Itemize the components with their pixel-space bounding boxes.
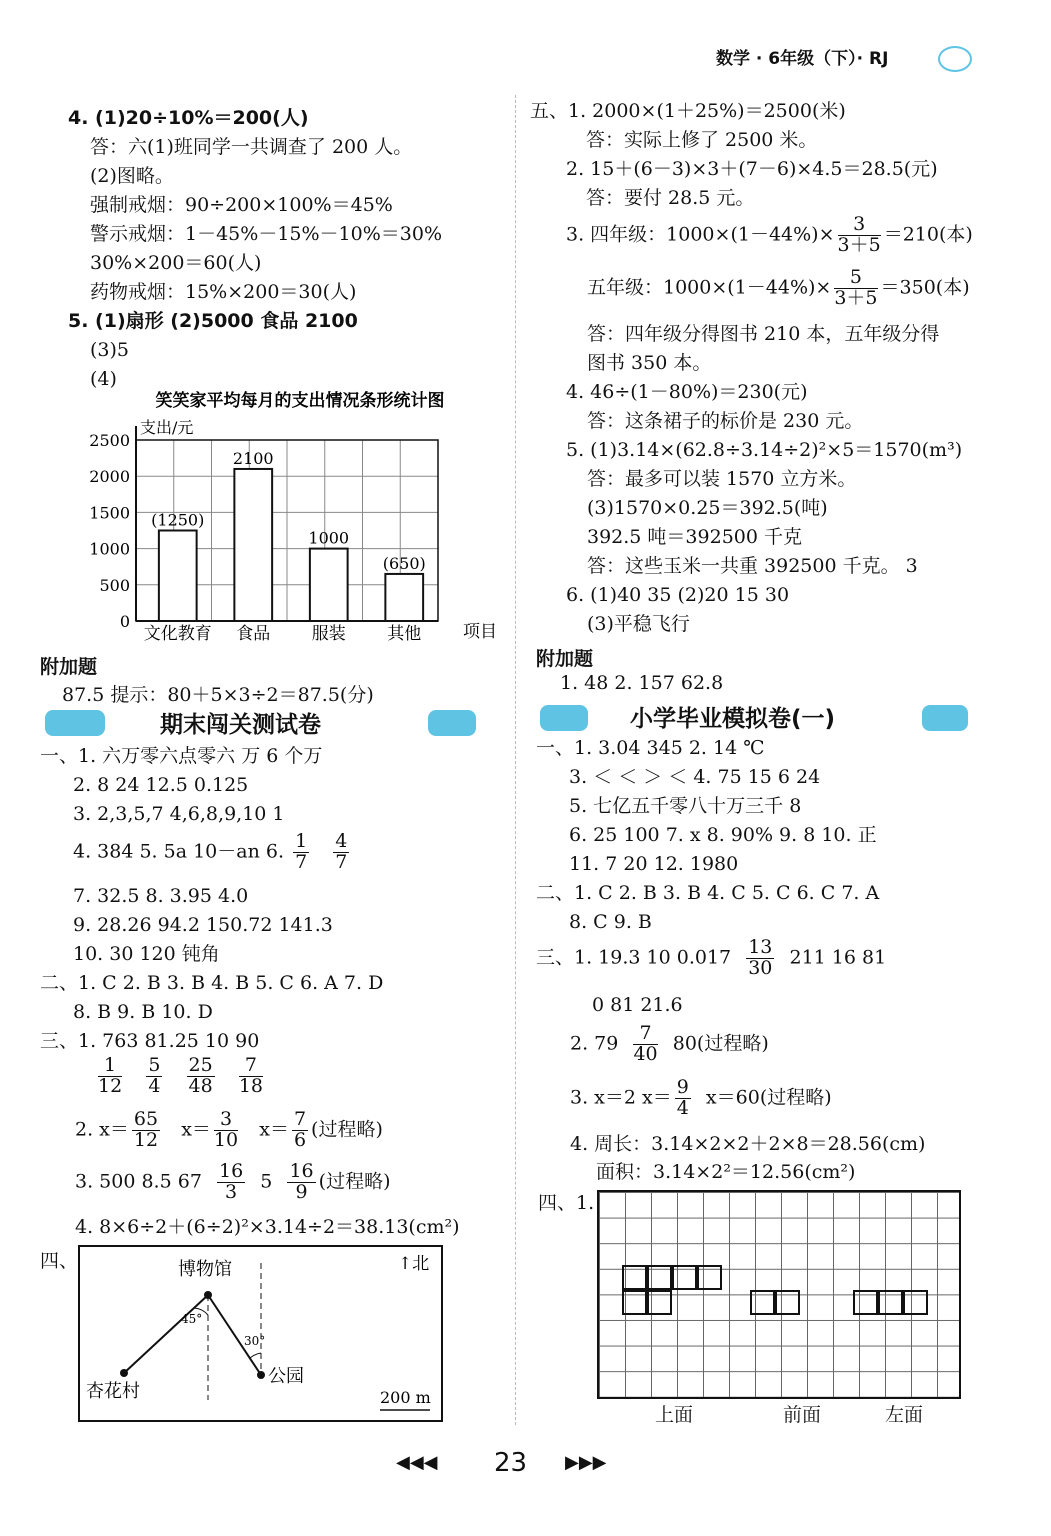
- chart-category-label: 文化教育: [143, 624, 212, 644]
- mock-part1: [536, 734, 879, 937]
- r-rest-3: 4. 46÷(1－80%)＝230(元): [566, 381, 808, 403]
- frac-7-18: $\frac{7}{18}$: [238, 1054, 264, 1097]
- s3-line-4: 4. 8×6÷2＋(6÷2)²×3.14÷2＝38.13(cm²): [75, 1216, 460, 1238]
- s1-line-2: 2. 8 24 12.5 0.125: [73, 774, 249, 796]
- section-title-final-exam: 期末闯关测试卷: [160, 712, 321, 738]
- m1-line-2: 3. ＜ ＜ ＞ ＜ 4. 75 15 6 24: [569, 766, 821, 788]
- prev-arrows-icon: ◀◀◀: [396, 1452, 438, 1473]
- chart-value-label: (650): [382, 553, 426, 573]
- chart-category-label: 服装: [311, 624, 346, 644]
- left-view-cell: [903, 1290, 928, 1315]
- chart-bar: [159, 531, 197, 622]
- chart-ytick-label: 2500: [89, 431, 130, 450]
- m1-line-4: 6. 25 100 7. x 8. 90% 9. 8 10. 正: [569, 824, 877, 846]
- map-angle-30: 30°: [244, 1334, 266, 1348]
- frac-5-4: $\frac{5}{4}$: [148, 1054, 161, 1097]
- r-rest-7: (3)1570×0.25＝392.5(吨): [587, 497, 828, 519]
- q4-line-3: (2)图略。: [90, 165, 174, 187]
- q5-line-3: (4): [90, 368, 117, 390]
- m1-line-1: 一、1. 3.04 345 2. 14 ℃: [536, 737, 765, 759]
- q5-line-1: 5. (1)扇形 (2)5000 食品 2100: [68, 310, 358, 332]
- m3-line-5: 4. 周长：3.14×2×2＋2×8＝28.56(cm): [570, 1133, 926, 1155]
- column-divider: [515, 95, 516, 1425]
- frac-25-48: $\frac{25}{48}$: [188, 1054, 213, 1097]
- right-s5: [530, 97, 938, 213]
- s2-line-2: 8. B 9. B 10. D: [73, 1001, 213, 1023]
- m3-line-4: 3. x＝2 x＝ $\frac{9}{4}$ x＝60(过程略): [570, 1076, 832, 1119]
- chart-bar: [385, 574, 423, 621]
- s1-line-1: 一、1. 六万零六点零六 万 6 个万: [40, 745, 323, 767]
- chart-ytick-label: 0: [119, 612, 130, 631]
- s3-line-3: 3. 500 8.5 67 $\frac{16}{3}$ 5 $\frac{16}{9}$ (过程略): [75, 1160, 391, 1203]
- q4-line-7: 药物戒烟：15%×200＝30(人): [90, 281, 357, 303]
- chart-ytick-label: 1000: [89, 539, 130, 559]
- map-north: ↑北: [398, 1254, 430, 1274]
- chart-ytick-label: 2000: [89, 467, 130, 487]
- r-rest-9: 答：这些玉米一共重 392500 千克。 3: [587, 555, 918, 577]
- s4-label: 四、: [40, 1250, 79, 1272]
- chart-ytick-label: 500: [99, 575, 130, 595]
- top-view-cell: [647, 1265, 672, 1290]
- s3-fractions-row: [95, 1056, 266, 1097]
- header-subject: 数学 · 6年级（下）· RJ: [716, 49, 889, 69]
- chart-xlabel: 项目: [463, 622, 497, 642]
- map-village-label: 杏花村: [86, 1381, 140, 1402]
- frac-1-12: $\frac{1}{12}$: [98, 1054, 123, 1097]
- q4-line-5: 警示戒烟：1－45%－15%－10%＝30%: [90, 223, 443, 245]
- q4-line-1: 4. (1)20÷10%＝200(人): [68, 107, 309, 129]
- frac-4-7: $\frac{4}{7}$: [335, 830, 348, 873]
- map-angle-45: 45°: [181, 1312, 203, 1326]
- m1-line-5: 11. 7 20 12. 1980: [569, 853, 739, 875]
- frac-65-12: $\frac{65}{12}$: [133, 1108, 159, 1151]
- q5-line-2: (3)5: [90, 339, 130, 361]
- map-museum-label: 博物馆: [178, 1259, 232, 1280]
- header-logo-icon: [938, 46, 972, 72]
- m2-line-1: 二、1. C 2. B 3. B 4. C 5. C 6. C 7. A: [536, 882, 880, 904]
- r-s5-line-5: 3. 四年级：1000×(1－44%)× $\frac{3}{3+5}$ ＝210(本): [566, 213, 973, 256]
- r-rest-8: 392.5 吨＝392500 千克: [587, 526, 803, 548]
- top-view-cell: [622, 1265, 647, 1290]
- q4-line-6: 30%×200＝60(人): [90, 252, 262, 274]
- top-view-cell: [622, 1290, 647, 1315]
- chart-value-label: (1250): [151, 510, 205, 530]
- s1-4-text: 4. 384 5. 5a 10－an 6.: [73, 840, 285, 863]
- view-label-left: 左面: [885, 1404, 924, 1426]
- map-park-label: 公园: [268, 1366, 304, 1387]
- final-exam-part2: [40, 882, 383, 1056]
- chart-ylabel: 支出/元: [140, 418, 194, 437]
- title-deco-left-b: [428, 710, 476, 736]
- view-label-top: 上面: [655, 1404, 694, 1426]
- chart-category-label: 食品: [236, 624, 271, 644]
- chart-title: 笑笑家平均每月的支出情况条形统计图: [155, 391, 445, 411]
- r-rest-10: 6. (1)40 35 (2)20 15 30: [566, 584, 790, 606]
- s2-line-1: 二、1. C 2. B 3. B 4. B 5. C 6. A 7. D: [40, 972, 384, 994]
- map-scale-label: 200 m: [380, 1388, 431, 1407]
- right-s5-rest: [566, 320, 962, 639]
- chart-category-label: 其他: [387, 624, 422, 644]
- m3-line-3: 2. 79 $\frac{7}{40}$ 80(过程略): [570, 1022, 769, 1065]
- front-view-cell: [775, 1290, 800, 1315]
- frac-7-40: $\frac{7}{40}$: [633, 1022, 658, 1065]
- top-view-cell: [672, 1265, 697, 1290]
- bar-chart: [60, 385, 510, 650]
- chart-ytick-label: 1500: [89, 503, 130, 523]
- page-number: 23: [494, 1448, 528, 1478]
- chart-value-label: 1000: [308, 528, 350, 548]
- q4-line-4: 强制戒烟：90÷200×100%＝45%: [90, 194, 393, 216]
- m1-line-3: 5. 七亿五千零八十万三千 8: [569, 795, 802, 817]
- top-view-cell: [647, 1290, 672, 1315]
- r-s5-line-2: 答：实际上修了 2500 米。: [586, 129, 818, 151]
- frac-16-3: $\frac{16}{3}$: [219, 1160, 244, 1203]
- m3-line-1: 三、1. 19.3 10 0.017 $\frac{13}{30}$ 211 16 81: [536, 936, 887, 979]
- r-rest-4: 答：这条裙子的标价是 230 元。: [587, 410, 864, 432]
- m2-line-2: 8. C 9. B: [569, 911, 652, 933]
- front-view-cell: [750, 1290, 775, 1315]
- r-s5-line-4: 答：要付 28.5 元。: [586, 187, 755, 209]
- frac-9-4: $\frac{9}{4}$: [676, 1076, 689, 1119]
- frac-5-3p5: $\frac{5}{3+5}$: [834, 266, 878, 309]
- s1-line-3: 3. 2,3,5,7 4,6,8,9,10 1: [73, 803, 285, 825]
- s1-line-7: 10. 30 120 钝角: [73, 943, 220, 965]
- final-exam-part1: [40, 742, 322, 829]
- frac-16-9: $\frac{16}{9}$: [289, 1160, 314, 1203]
- frac-7-6: $\frac{7}{6}$: [293, 1108, 307, 1151]
- title-deco-right-a: [540, 705, 588, 731]
- r-rest-1: 答：四年级分得图书 210 本，五年级分得: [587, 323, 940, 345]
- chart-value-label: 2100: [232, 448, 274, 468]
- right-extra-label: 附加题: [536, 648, 594, 670]
- r-rest-6: 答：最多可以装 1570 立方米。: [587, 468, 857, 490]
- s3-line-1: 三、1. 763 81.25 10 90: [40, 1030, 260, 1052]
- view-label-front: 前面: [783, 1404, 822, 1426]
- r-s5-line-6: 五年级：1000×(1－44%)× $\frac{5}{3+5}$ ＝350(本): [587, 266, 970, 309]
- section-title-mock-exam: 小学毕业模拟卷(一): [630, 706, 836, 732]
- frac-1-7: $\frac{1}{7}$: [295, 830, 308, 873]
- chart-bars: [159, 469, 423, 621]
- top-view-cell: [697, 1265, 722, 1290]
- map-diagram: [78, 1245, 444, 1423]
- r-s5-line-3: 2. 15＋(6－3)×3＋(7－6)×4.5＝28.5(元): [566, 158, 938, 180]
- right-extra-text: 1. 48 2. 157 62.8: [560, 672, 724, 694]
- r-s5-line-1: 五、1. 2000×(1＋25%)＝2500(米): [530, 100, 846, 122]
- left-view-cell: [878, 1290, 903, 1315]
- left-q4: [68, 104, 442, 394]
- r-rest-5: 5. (1)3.14×(62.8÷3.14÷2)²×5＝1570(m³): [566, 439, 963, 461]
- s1-line-6: 9. 28.26 94.2 150.72 141.3: [73, 914, 333, 936]
- r-rest-11: (3)平稳飞行: [587, 613, 690, 635]
- m3-line-2: 0 81 21.6: [592, 994, 683, 1016]
- chart-bar: [234, 469, 272, 621]
- m3-line-6: 面积：3.14×2²＝12.56(cm²): [596, 1161, 856, 1183]
- q4-line-2: 答：六(1)班同学一共调查了 200 人。: [90, 136, 413, 158]
- title-deco-right-b: [922, 705, 968, 731]
- s1-line-5: 7. 32.5 8. 3.95 4.0: [73, 885, 249, 907]
- frac-3-10: $\frac{3}{10}$: [213, 1108, 239, 1151]
- s1-line-4: [73, 832, 352, 873]
- r-rest-2: 图书 350 本。: [587, 352, 712, 374]
- title-deco-left-a: [45, 710, 105, 736]
- chart-bar: [310, 549, 348, 621]
- left-extra-text: 87.5 提示：80＋5×3÷2＝87.5(分): [62, 684, 374, 706]
- left-view-cell: [853, 1290, 878, 1315]
- next-arrows-icon: ▶▶▶: [565, 1452, 607, 1473]
- left-extra-label: 附加题: [40, 656, 98, 678]
- s3-line-2: 2. x＝ $\frac{65}{12}$ x＝ $\frac{3}{10}$ x＝ $\frac{7}{6}$ (过程略): [75, 1108, 383, 1151]
- m4-label: 四、1.: [538, 1192, 595, 1214]
- frac-3-3p5: $\frac{3}{3+5}$: [837, 213, 881, 256]
- frac-13-30: $\frac{13}{30}$: [748, 936, 773, 979]
